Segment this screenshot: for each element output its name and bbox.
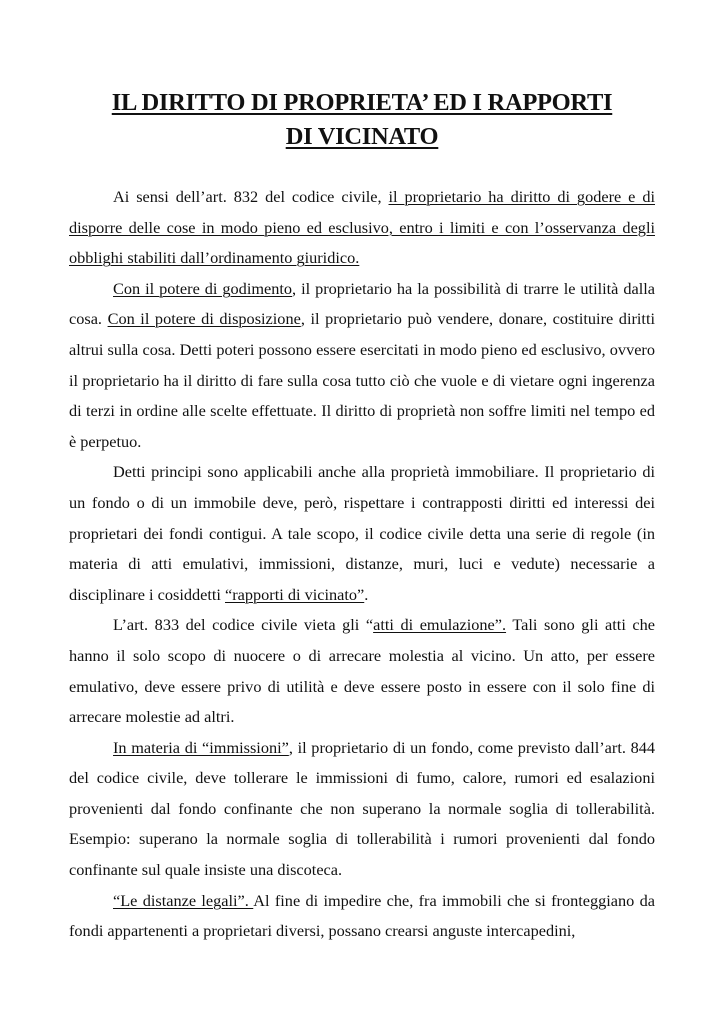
underlined-text: atti di emulazione”.: [373, 615, 507, 635]
paragraph-art-832: [69, 182, 655, 274]
paragraph-immissioni: [69, 733, 655, 886]
text-run: , il proprietario ha la possibilità di trarre le utilità dalla cosa.: [69, 278, 656, 329]
underlined-text: “rapporti di vicinato”: [225, 584, 365, 604]
title-line-2: DI VICINATO: [285, 123, 439, 150]
paragraph-rapporti-vicinato: [69, 457, 655, 610]
text-run: , il proprietario di un fondo, come previsto dall’art. 844 del codice civile, deve tollerare le immissioni di fumo, calore, rumori ed esalazioni provenienti dal fondo confinante che non superano la normale soglia di tollerabilità. Esempio: superano la normale soglia di tollerabilità i rumori provenienti dal fondo confinante sul quale insiste una discoteca.: [69, 737, 656, 880]
text-run: Detti principi sono applicabili anche alla proprietà immobiliare. Il proprietario di un fondo o di un immobile deve, però, rispettare i contrapposti diritti ed interessi dei proprietari dei fondi contigui. A tale scopo, il codice civile detta una serie di regole (in materia di atti emulativi, immissioni, distanze, muri, luci e vedute) necessarie a disciplinare i cosiddetti: [69, 462, 655, 604]
underlined-text: “Le distanze legali”.: [113, 890, 254, 910]
text-run: Tali sono gli atti che hanno il solo scopo di nuocere o di arrecare molestia al vicino. Un atto, per essere emulativo, deve essere privo di utilità e deve essere posto in essere con il solo fine di arrecare molestie ad altri.: [69, 615, 656, 727]
text-run: , il proprietario può vendere, donare, costituire diritti altrui sulla cosa. Detti poteri possono essere esercitati in modo pieno ed esclusivo, ovvero il proprietario ha il diritto di fare sulla cosa tutto ciò che vuole e di vietare ogni ingerenza di terzi in ordine alle scelte effettuate. Il diritto di proprietà non soffre limiti nel tempo ed è perpetuo.: [69, 309, 655, 451]
paragraph-distanze-legali: [69, 886, 655, 947]
underlined-text: In materia di “immissioni”: [113, 737, 289, 757]
underlined-text: il proprietario ha diritto di godere e di disporre delle cose in modo pieno ed esclusivo, entro i limiti e con l’osservanza degli obblighi stabiliti dall’ordinamento giuridico.: [69, 187, 655, 268]
text-run: Ai sensi dell’art. 832 del codice civile,: [113, 187, 389, 206]
paragraph-atti-emulazione: [69, 610, 655, 732]
paragraph-poteri: [69, 274, 655, 458]
text-run: .: [364, 584, 369, 604]
title-line-1: IL DIRITTO DI PROPRIETA’ ED I RAPPORTI: [111, 89, 613, 116]
page-title: [60, 86, 664, 154]
document-body: [69, 182, 655, 947]
underlined-text: Con il potere di godimento: [113, 278, 293, 298]
text-run: Al fine di impedire che, fra immobili che si fronteggiano da fondi appartenenti a proprietari diversi, possano crearsi anguste intercapedini,: [69, 890, 656, 941]
underlined-text: Con il potere di disposizione: [107, 309, 301, 329]
text-run: L’art. 833 del codice civile vieta gli “: [113, 615, 374, 635]
